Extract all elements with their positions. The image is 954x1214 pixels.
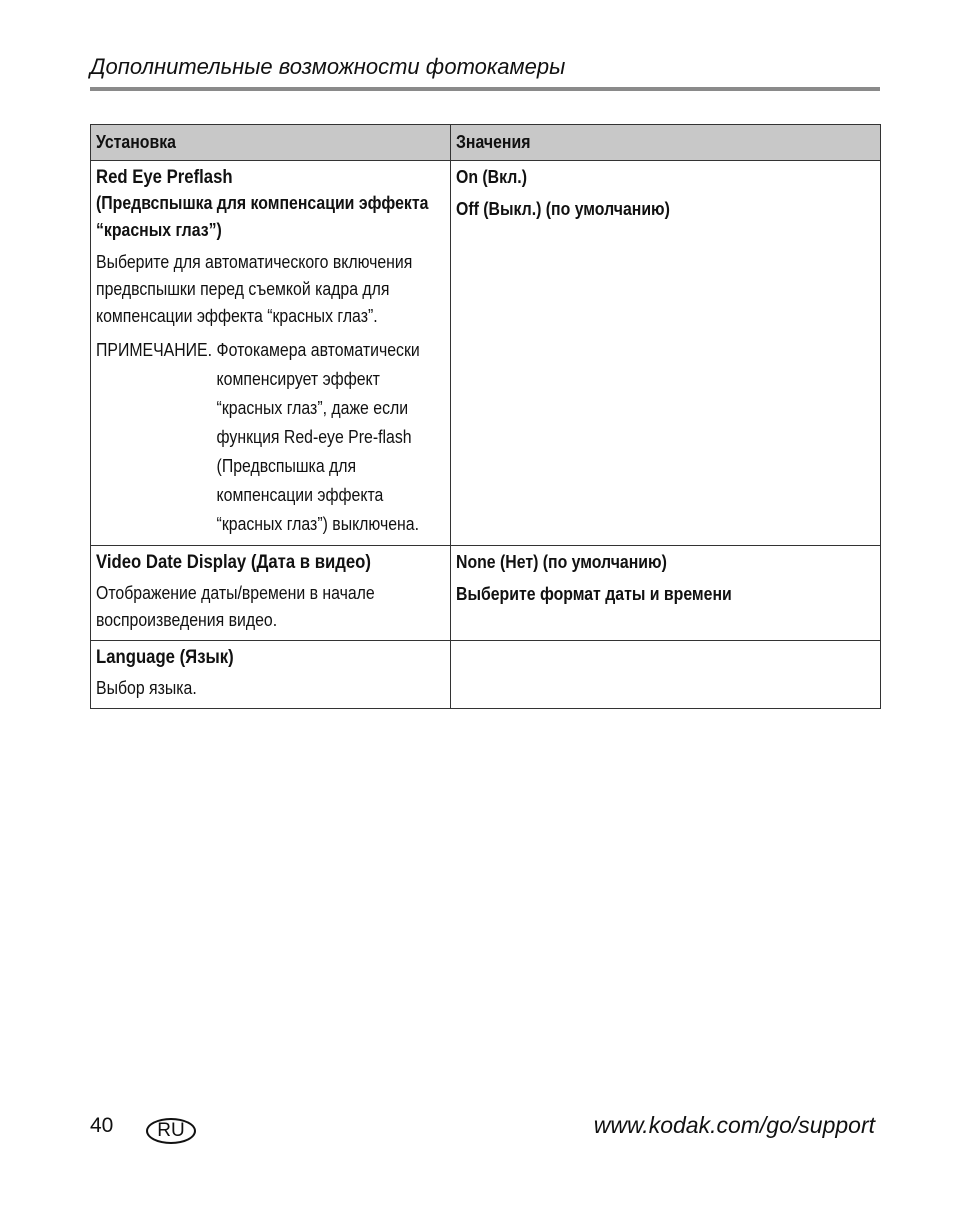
table-row bbox=[91, 546, 881, 641]
support-url: www.kodak.com/go/support bbox=[593, 1112, 875, 1138]
setting-name: Language (Язык) bbox=[96, 647, 234, 668]
values-cell bbox=[451, 161, 881, 546]
table-row bbox=[91, 641, 881, 709]
setting-name: Video Date Display (Дата в видео) bbox=[96, 552, 371, 573]
setting-cell bbox=[91, 641, 451, 709]
page-number: 40 bbox=[90, 1114, 114, 1137]
value-option: On (Вкл.) bbox=[456, 167, 527, 187]
note-label: ПРИМЕЧАНИЕ. bbox=[96, 340, 213, 360]
column-header-values: Значения bbox=[451, 125, 881, 161]
values-cell bbox=[451, 641, 881, 709]
table-row bbox=[91, 161, 881, 546]
note bbox=[96, 336, 445, 539]
value-option: Выберите формат даты и времени bbox=[456, 584, 732, 604]
settings-table bbox=[90, 124, 881, 709]
setting-name: Red Eye Preflash bbox=[96, 167, 233, 188]
table-header-row bbox=[91, 125, 881, 161]
setting-description: Выбор языка. bbox=[96, 678, 197, 698]
setting-cell bbox=[91, 546, 451, 641]
values-cell bbox=[451, 546, 881, 641]
value-option: Off (Выкл.) (по умолчанию) bbox=[456, 199, 670, 219]
setting-description: Выберите для автоматического включения предвспышки перед съемкой кадра для компенсации эффекта “красных глаз”. bbox=[96, 252, 413, 326]
setting-cell bbox=[91, 161, 451, 546]
page-header-title: Дополнительные возможности фотокамеры bbox=[90, 54, 566, 79]
setting-subtitle: (Предвспышка для компенсации эффекта “красных глаз”) bbox=[96, 193, 429, 240]
value-option: None (Нет) (по умолчанию) bbox=[456, 552, 667, 572]
language-badge: RU bbox=[146, 1118, 196, 1144]
column-header-setting: Установка bbox=[91, 125, 451, 161]
header-divider bbox=[90, 87, 880, 91]
note-text: Фотокамера автоматически компенсирует эффект “красных глаз”, даже если функция Red-eye Pre-flash (Предвспышка для компенсации эффекта “красных глаз”) выключена. bbox=[216, 340, 420, 534]
setting-description: Отображение даты/времени в начале воспроизведения видео. bbox=[96, 583, 375, 630]
